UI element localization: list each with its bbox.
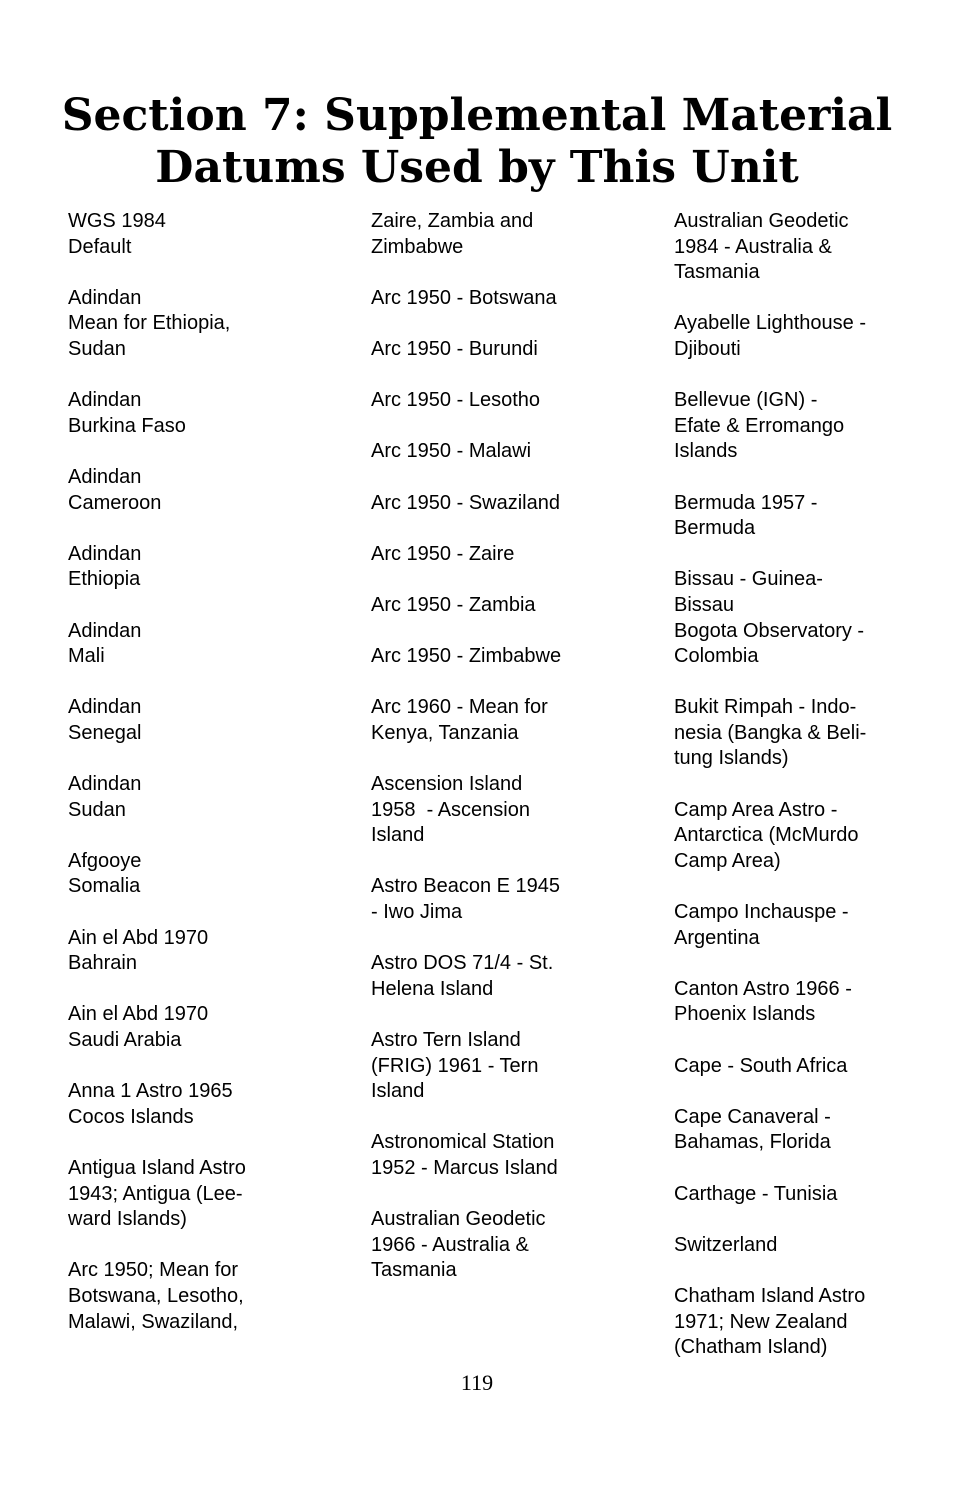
page-title: [0, 90, 954, 194]
datum-text-line: Astro Tern Island: [371, 1029, 521, 1051]
datum-text-line: Astro Beacon E 1945: [371, 875, 561, 898]
datum-text-line: Bissau - Guinea-: [674, 568, 823, 591]
spacer: [68, 900, 348, 926]
datum-text-line: Colombia: [674, 645, 759, 668]
datum-text-line: Bellevue (IGN) -: [674, 389, 818, 412]
datum-text-line: Adindan: [68, 542, 142, 565]
datum-text-line: Adindan: [68, 619, 142, 642]
datum-text-line: Arc 1950 - Lesotho: [371, 389, 540, 412]
datum-text-line: Bogota Observatory -: [674, 619, 865, 642]
datum-text-line: Chatham Island Astro: [674, 1284, 866, 1307]
datum-text-line: Adindan: [68, 465, 142, 488]
datum-text-line: Mali: [68, 645, 105, 668]
datum-text-line: Senegal: [68, 721, 142, 744]
datum-text-line: Tasmania: [674, 261, 760, 284]
datum-text-line: Astro DOS 71/4 - St.: [371, 952, 554, 975]
datum-text-line: Saudi Arabia: [68, 1029, 182, 1051]
datum-text-line: Efate & Erromango: [674, 414, 845, 437]
datum-text-line: Ayabelle Lighthouse -: [674, 312, 866, 335]
datum-text-line: Arc 1950 - Zaire: [371, 542, 515, 565]
datum-text-line: Adindan: [68, 696, 142, 719]
datum-text-line: Arc 1950 - Botswana: [371, 286, 557, 309]
spacer: [371, 363, 651, 389]
datum-text-line: Antigua Island Astro: [68, 1156, 246, 1179]
datum-column-2: [371, 209, 651, 1284]
datum-text-line: Arc 1950 - Malawi: [371, 440, 532, 463]
datum-text-line: Islands: [674, 440, 738, 463]
spacer: [371, 746, 651, 772]
datum-text-line: Sudan: [68, 337, 126, 360]
spacer: [371, 260, 651, 286]
datum-text-line: Australian Geodetic: [674, 210, 849, 232]
datum-text-line: Cape - South Africa: [674, 1054, 848, 1077]
datum-text-line: Anna 1 Astro 1965: [68, 1080, 233, 1103]
datum-column-1: [68, 209, 348, 1335]
datum-text-line: Island: [371, 1080, 425, 1103]
datum-text-line: Astronomical Station: [371, 1131, 555, 1154]
datum-text-line: - Iwo Jima: [371, 901, 463, 924]
datum-text-line: Afgooye: [68, 849, 142, 872]
page-number: 119: [460, 1370, 494, 1395]
spacer: [371, 1105, 651, 1131]
spacer: [68, 516, 348, 542]
datum-text-line: Default: [68, 235, 132, 258]
datum-text-line: Ascension Island: [371, 773, 523, 796]
datum-text-line: Somalia: [68, 875, 141, 898]
spacer: [674, 286, 954, 312]
datum-text-line: Bahamas, Florida: [674, 1131, 831, 1154]
datum-text-line: Cameroon: [68, 491, 162, 514]
spacer: [371, 311, 651, 337]
datum-text-line: Arc 1950 - Zambia: [371, 593, 536, 616]
datum-text-line: WGS 1984: [68, 210, 166, 232]
datum-text-line: Adindan: [68, 773, 142, 796]
spacer: [371, 849, 651, 875]
datum-text-line: 1966 - Australia &: [371, 1233, 529, 1256]
spacer: [68, 1130, 348, 1156]
spacer: [674, 542, 954, 568]
datum-text-line: 1952 - Marcus Island: [371, 1156, 558, 1179]
title-line-2: Datums Used by This Unit: [155, 142, 799, 193]
datum-text-line: Helena Island: [371, 977, 494, 1000]
datum-column-3: [674, 209, 954, 1361]
spacer: [68, 260, 348, 286]
datum-text-line: Mean for Ethiopia,: [68, 312, 231, 335]
datum-text-line: Bukit Rimpah - Indo-: [674, 696, 857, 719]
spacer: [68, 439, 348, 465]
spacer: [371, 1002, 651, 1028]
spacer: [674, 363, 954, 389]
datum-text-line: Malawi, Swaziland,: [68, 1310, 239, 1333]
datum-text-line: Ain el Abd 1970: [68, 1003, 209, 1026]
spacer: [674, 772, 954, 798]
datum-text-line: (FRIG) 1961 - Tern: [371, 1054, 539, 1077]
spacer: [674, 465, 954, 491]
datum-text-line: Bermuda: [674, 517, 756, 540]
datum-text-line: Camp Area): [674, 849, 781, 872]
datum-text-line: Antarctica (McMurdo: [674, 824, 859, 847]
title-line-1: Section 7: Supplemental Material: [61, 90, 893, 141]
datum-text-line: Campo Inchauspe -: [674, 901, 849, 924]
spacer: [674, 1079, 954, 1105]
datum-text-line: (Chatham Island): [674, 1336, 828, 1359]
spacer: [371, 619, 651, 645]
datum-text-line: Arc 1950; Mean for: [68, 1259, 239, 1282]
datum-text-line: Cape Canaveral -: [674, 1105, 831, 1128]
spacer: [674, 874, 954, 900]
datum-text-line: Botswana, Lesotho,: [68, 1284, 244, 1307]
datum-text-line: Carthage - Tunisia: [674, 1182, 838, 1205]
datum-text-line: 1943; Antigua (Lee-: [68, 1182, 243, 1205]
spacer: [674, 670, 954, 696]
datum-text-line: Kenya, Tanzania: [371, 721, 519, 744]
datum-text-line: Island: [371, 824, 425, 847]
spacer: [371, 567, 651, 593]
spacer: [674, 1258, 954, 1284]
datum-text-line: Arc 1950 - Zimbabwe: [371, 645, 562, 668]
datum-text-line: ward Islands): [68, 1208, 187, 1231]
datum-text-line: Arc 1950 - Burundi: [371, 337, 538, 360]
datum-text-line: 1958 - Ascension: [371, 798, 530, 821]
datum-text-line: Canton Astro 1966 -: [674, 977, 852, 1000]
datum-text-line: Cocos Islands: [68, 1105, 194, 1128]
spacer: [68, 1054, 348, 1080]
spacer: [674, 1028, 954, 1054]
spacer: [371, 1182, 651, 1208]
spacer: [68, 593, 348, 619]
datum-text-line: Zimbabwe: [371, 235, 464, 258]
datum-text-line: 1971; New Zealand: [674, 1310, 848, 1333]
datum-text-line: Djibouti: [674, 337, 741, 360]
datum-text-line: 1984 - Australia &: [674, 235, 832, 258]
datum-text-line: Switzerland: [674, 1233, 778, 1256]
spacer: [68, 746, 348, 772]
datum-text-line: Bermuda 1957 -: [674, 491, 818, 514]
datum-text-line: Bissau: [674, 593, 735, 616]
datum-text-line: Australian Geodetic: [371, 1208, 546, 1231]
datum-text-line: Bahrain: [68, 952, 137, 975]
datum-text-line: Arc 1950 - Swaziland: [371, 491, 560, 514]
spacer: [371, 465, 651, 491]
spacer: [674, 1156, 954, 1182]
datum-text-line: Argentina: [674, 926, 760, 949]
spacer: [68, 363, 348, 389]
spacer: [674, 951, 954, 977]
spacer: [68, 977, 348, 1003]
datum-text-line: Arc 1960 - Mean for: [371, 696, 548, 719]
spacer: [68, 670, 348, 696]
datum-text-line: Zaire, Zambia and: [371, 210, 534, 232]
spacer: [371, 926, 651, 952]
datum-text-line: Phoenix Islands: [674, 1003, 816, 1026]
spacer: [68, 1233, 348, 1259]
datum-text-line: Sudan: [68, 798, 126, 821]
spacer: [674, 1207, 954, 1233]
datum-text-line: Burkina Faso: [68, 414, 186, 437]
datum-text-line: Adindan: [68, 389, 142, 412]
spacer: [371, 516, 651, 542]
datum-text-line: nesia (Bangka & Beli-: [674, 721, 867, 744]
datum-text-line: tung Islands): [674, 747, 789, 770]
spacer: [68, 823, 348, 849]
datum-text-line: Ethiopia: [68, 568, 141, 591]
datum-text-line: Adindan: [68, 286, 142, 309]
spacer: [371, 414, 651, 440]
datum-text-line: Ain el Abd 1970: [68, 926, 209, 949]
datum-text-line: Tasmania: [371, 1259, 457, 1282]
datum-text-line: Camp Area Astro -: [674, 798, 838, 821]
spacer: [371, 670, 651, 696]
